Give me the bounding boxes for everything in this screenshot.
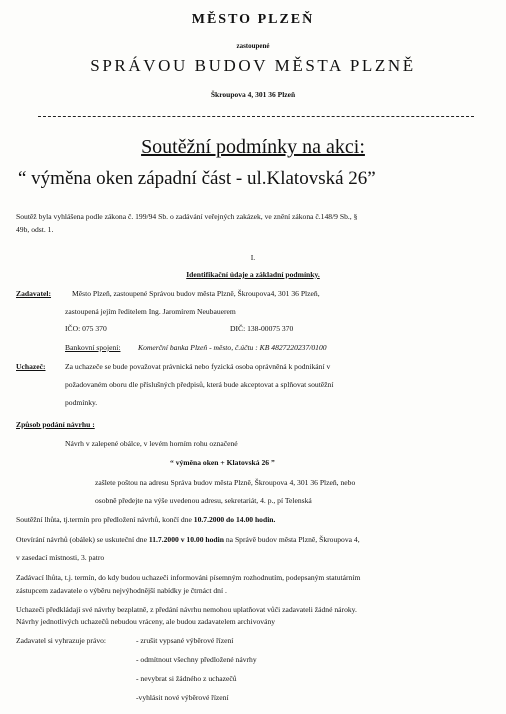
uchazec-line-2: požadovaném oboru dle příslušných předpisů, která bude akceptovat a splňovat soutěžní xyxy=(65,380,334,389)
pravo-item: -vyhlásit nové výběrové řízení xyxy=(136,693,229,702)
otevirani-date: 11.7.2000 v 10.00 hodin xyxy=(148,535,224,544)
bank-label: Bankovní spojení: xyxy=(65,343,121,352)
header-city: MĚSTO PLZEŇ xyxy=(191,12,315,27)
zadavatel-dic: DIČ: 138-00075 370 xyxy=(230,324,294,333)
poznamka-line-1: Uchazeči předkládají své návrhy bezplatně, z předání návrhu nemohou uplatňovat vůči zadavateli žádné nároky. xyxy=(16,605,357,614)
page-subtitle: “ výměna oken západní část - ul.Klatovská 26” xyxy=(18,168,376,189)
zadavatel-line-2: zastoupená jejím ředitelem Ing. Jaromírem Neubauerem xyxy=(65,307,236,316)
header-divider xyxy=(38,116,474,117)
zadavatel-line-1: Město Plzeň, zastoupené Správou budov města Plzně, Škroupova4, 301 36 Plzeň, xyxy=(72,289,320,298)
bank-value: Komerční banka Plzeň - město, č.účtu : KB 4827220237/0100 xyxy=(138,343,327,352)
section-number: I. xyxy=(250,253,256,262)
lhuta-deadline: 10.7.2000 do 14.00 hodin. xyxy=(193,515,276,524)
pravo-item: - zrušit vypsané výběrové řízení xyxy=(136,636,234,645)
otevirani-text-b: na Správě budov města Plzně, Škroupova 4, xyxy=(223,535,360,544)
zadavatel-ico: IČO: 075 370 xyxy=(65,324,107,333)
header-office: SPRÁVOU BUDOV MĚSTA PLZNĚ xyxy=(90,56,416,75)
section-heading: Identifikační údaje a základní podmínky. xyxy=(186,270,320,279)
lhuta-text: Soutěžní lhůta, tj.termín pro předložení návrhů, končí dne xyxy=(16,515,194,524)
lhuta-line xyxy=(16,515,275,524)
otevirani-line-2: v zasedací místnosti, 3. patro xyxy=(16,553,105,562)
poznamka-line-2: Návrhy jednotlivých uchazečů nebudou vráceny, ale budou zadavatelem archivovány xyxy=(16,617,276,626)
pravo-item: - odmítnout všechny předložené návrhy xyxy=(136,655,257,664)
uchazec-line-1: Za uchazeče se bude považovat právnická nebo fyzická osoba oprávněná k podnikání v xyxy=(65,362,331,371)
zpusob-line-3: osobně předejte na výše uvedenou adresu, sekretariát, 4. p., pí Telenská xyxy=(95,496,312,505)
page-title: Soutěžní podmínky na akci: xyxy=(141,136,365,158)
intro-line-1: Soutěž byla vyhlášena podle zákona č. 199/94 Sb. o zadávání veřejných zakázek, ve znění zákona č.148/9 Sb., § xyxy=(16,212,358,221)
zadavatel-label: Zadavatel: xyxy=(16,289,52,298)
pravo-item: - nevybrat si žádného z uchazečů xyxy=(136,674,237,683)
envelope-label: “ výměna oken + Klatovská 26 ” xyxy=(170,458,275,467)
header-address: Škroupova 4, 301 36 Plzeň xyxy=(210,90,296,99)
zpusob-line-1: Návrh v zalepené obálce, v levém horním rohu označené xyxy=(65,439,238,448)
zadavaci-lhuta-line-2: zástupcem zadavatele o výběru nejvýhodnější nabídky je čtrnáct dní . xyxy=(16,586,227,595)
otevirani-line-1 xyxy=(16,535,360,544)
pravo-intro: Zadavatel si vyhrazuje právo: xyxy=(16,636,107,645)
zpusob-label: Způsob podání návrhu : xyxy=(16,420,95,429)
intro-line-2: 49b, odst. 1. xyxy=(16,225,54,234)
uchazec-line-3: podmínky. xyxy=(65,398,98,407)
header-represented: zastoupené xyxy=(236,42,270,50)
zadavaci-lhuta-line-1: Zadávací lhůta, t.j. termín, do kdy budou uchazeči informováni písemným rozhodnutím, podepsaným statutárním xyxy=(16,573,361,582)
zpusob-line-2: zašlete poštou na adresu Správa budov města Plzně, Škroupova 4, 301 36 Plzeň, nebo xyxy=(95,478,356,487)
otevirani-text-a: Otevírání návrhů (obálek) se uskuteční dne xyxy=(16,535,149,544)
uchazec-label: Uchazeč: xyxy=(16,362,46,371)
